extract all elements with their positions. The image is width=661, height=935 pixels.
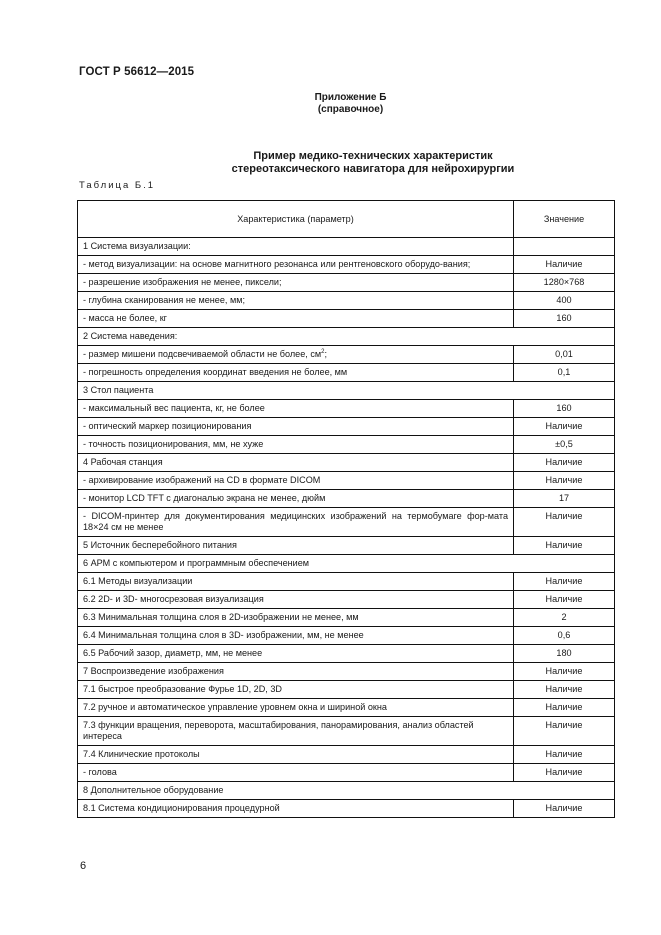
- title-line-2: стереотаксического навигатора для нейрохирургии: [231, 163, 515, 175]
- table-row: [78, 418, 615, 436]
- table-row: [78, 800, 615, 818]
- parameter-text: - размер мишени подсвечиваемой области не более, см: [83, 349, 322, 359]
- parameter-cell: [78, 609, 514, 627]
- value-cell: 1280×768: [514, 274, 615, 292]
- page-number: 6: [80, 860, 87, 872]
- table-row: [78, 782, 615, 800]
- parameter-text: 2 Система наведения:: [83, 331, 178, 341]
- parameter-text: 6.5 Рабочий зазор, диаметр, мм, не менее: [83, 648, 263, 658]
- parameter-text: - монитор LCD TFT с диагональю экрана не менее, дюйм: [83, 493, 326, 503]
- parameter-text: 7.4 Клинические протоколы: [83, 749, 200, 759]
- parameter-text: - масса не более, кг: [83, 313, 167, 323]
- parameter-text: 6.2 2D- и 3D- многосрезовая визуализация: [83, 594, 264, 604]
- table-row: [78, 472, 615, 490]
- value-cell: Наличие: [514, 508, 615, 537]
- table-row: [78, 328, 615, 346]
- value-cell: 160: [514, 400, 615, 418]
- parameter-text: 1 Система визуализации:: [83, 241, 191, 251]
- table-row: [78, 699, 615, 717]
- appendix-heading: [0, 92, 661, 116]
- parameter-text: - разрешение изображения не менее, пиксели;: [83, 277, 282, 287]
- parameter-cell: [78, 764, 514, 782]
- table-row: [78, 663, 615, 681]
- value-cell: 0,01: [514, 346, 615, 364]
- parameter-cell: [78, 555, 615, 573]
- value-cell: 400: [514, 292, 615, 310]
- appendix-title: Приложение Б: [314, 92, 387, 103]
- value-cell: Наличие: [514, 681, 615, 699]
- value-cell: 160: [514, 310, 615, 328]
- parameter-cell: [78, 627, 514, 645]
- parameter-cell: [78, 328, 615, 346]
- value-cell: Наличие: [514, 746, 615, 764]
- value-cell: ±0,5: [514, 436, 615, 454]
- table-row: [78, 609, 615, 627]
- standard-code: ГОСТ Р 56612—2015: [79, 66, 195, 78]
- table-row: [78, 436, 615, 454]
- parameter-cell: [78, 400, 514, 418]
- parameter-cell: [78, 663, 514, 681]
- value-cell: 0,6: [514, 627, 615, 645]
- table-row: [78, 256, 615, 274]
- value-cell: Наличие: [514, 699, 615, 717]
- parameter-text: - глубина сканирования не менее, мм;: [83, 295, 245, 305]
- parameter-text: - погрешность определения координат введения не более, мм: [83, 367, 348, 377]
- parameter-cell: [78, 800, 514, 818]
- parameter-cell: [78, 346, 514, 364]
- table-row: [78, 310, 615, 328]
- parameter-cell: [78, 490, 514, 508]
- value-cell: Наличие: [514, 800, 615, 818]
- parameter-text: - архивирование изображений на CD в формате DICOM: [83, 475, 321, 485]
- parameter-text: 6.4 Минимальная толщина слоя в 3D- изображении, мм, не менее: [83, 630, 364, 640]
- parameter-text: - оптический маркер позиционирования: [83, 421, 252, 431]
- table-row: [78, 746, 615, 764]
- parameter-text: - DICOM-принтер для документирования медицинских изображений на термобумаге фор-мата 18×24 см не менее: [83, 511, 508, 532]
- value-cell: [514, 238, 615, 256]
- parameter-cell: [78, 537, 514, 555]
- document-title: [0, 150, 661, 176]
- parameter-text: 7.1 быстрое преобразование Фурье 1D, 2D, 3D: [83, 684, 282, 694]
- parameter-superscript: 2: [321, 348, 325, 355]
- parameter-cell: [78, 699, 514, 717]
- value-cell: Наличие: [514, 537, 615, 555]
- table-label: Таблица Б.1: [79, 180, 156, 191]
- table-row: [78, 274, 615, 292]
- table-row: [78, 645, 615, 663]
- value-cell: Наличие: [514, 418, 615, 436]
- table-row: [78, 364, 615, 382]
- value-cell: 2: [514, 609, 615, 627]
- value-cell: Наличие: [514, 573, 615, 591]
- parameter-suffix: ;: [324, 349, 327, 359]
- table-row: [78, 717, 615, 746]
- parameter-cell: [78, 591, 514, 609]
- parameter-cell: [78, 292, 514, 310]
- table-row: [78, 400, 615, 418]
- parameter-text: - максимальный вес пациента, кг, не более: [83, 403, 265, 413]
- value-cell: Наличие: [514, 591, 615, 609]
- parameter-text: 6 АРМ с компьютером и программным обеспечением: [83, 558, 310, 568]
- column-header-value: Значение: [514, 201, 615, 238]
- title-line-1: Пример медико-технических характеристик: [253, 150, 493, 162]
- column-header-parameter: Характеристика (параметр): [78, 201, 514, 238]
- table-row: [78, 238, 615, 256]
- parameter-cell: [78, 436, 514, 454]
- parameter-text: 3 Стол пациента: [83, 385, 154, 395]
- table-row: [78, 537, 615, 555]
- specification-table: [77, 200, 615, 818]
- parameter-text: 7.2 ручное и автоматическое управление уровнем окна и шириной окна: [83, 702, 387, 712]
- parameter-text: 7 Воспроизведение изображения: [83, 666, 224, 676]
- parameter-cell: [78, 274, 514, 292]
- parameter-cell: [78, 746, 514, 764]
- table-row: [78, 555, 615, 573]
- parameter-cell: [78, 364, 514, 382]
- table-row: [78, 490, 615, 508]
- table-row: [78, 454, 615, 472]
- parameter-text: 4 Рабочая станция: [83, 457, 163, 467]
- parameter-cell: [78, 310, 514, 328]
- table-row: [78, 591, 615, 609]
- parameter-cell: [78, 717, 514, 746]
- value-cell: Наличие: [514, 256, 615, 274]
- parameter-cell: [78, 382, 615, 400]
- parameter-cell: [78, 573, 514, 591]
- parameter-cell: [78, 782, 615, 800]
- parameter-cell: [78, 645, 514, 663]
- value-cell: 0,1: [514, 364, 615, 382]
- parameter-text: 8.1 Система кондиционирования процедурной: [83, 803, 280, 813]
- parameter-text: 6.1 Методы визуализации: [83, 576, 193, 586]
- table-row: [78, 573, 615, 591]
- value-cell: Наличие: [514, 764, 615, 782]
- parameter-cell: [78, 454, 514, 472]
- value-cell: Наличие: [514, 663, 615, 681]
- table-row: [78, 382, 615, 400]
- table-row: [78, 627, 615, 645]
- appendix-type: (справочное): [317, 104, 384, 115]
- table-row: [78, 508, 615, 537]
- table-row: [78, 346, 615, 364]
- value-cell: 180: [514, 645, 615, 663]
- value-cell: 17: [514, 490, 615, 508]
- parameter-cell: [78, 472, 514, 490]
- parameter-cell: [78, 256, 514, 274]
- value-cell: Наличие: [514, 472, 615, 490]
- parameter-cell: [78, 418, 514, 436]
- table-row: [78, 764, 615, 782]
- value-cell: Наличие: [514, 717, 615, 746]
- table-row: [78, 292, 615, 310]
- value-cell: Наличие: [514, 454, 615, 472]
- parameter-text: - точность позиционирования, мм, не хуже: [83, 439, 264, 449]
- parameter-text: - голова: [83, 767, 117, 777]
- parameter-text: 7.3 функции вращения, переворота, масштабирования, панорамирования, анализ областей интереса: [83, 720, 474, 741]
- parameter-cell: [78, 508, 514, 537]
- parameter-cell: [78, 681, 514, 699]
- parameter-text: - метод визуализации: на основе магнитного резонанса или рентгеновского оборудо-вания;: [83, 259, 471, 269]
- table-row: [78, 681, 615, 699]
- parameter-cell: [78, 238, 514, 256]
- parameter-text: 8 Дополнительное оборудование: [83, 785, 224, 795]
- table-header-row: [78, 201, 615, 238]
- parameter-text: 5 Источник бесперебойного питания: [83, 540, 237, 550]
- parameter-text: 6.3 Минимальная толщина слоя в 2D-изображении не менее, мм: [83, 612, 359, 622]
